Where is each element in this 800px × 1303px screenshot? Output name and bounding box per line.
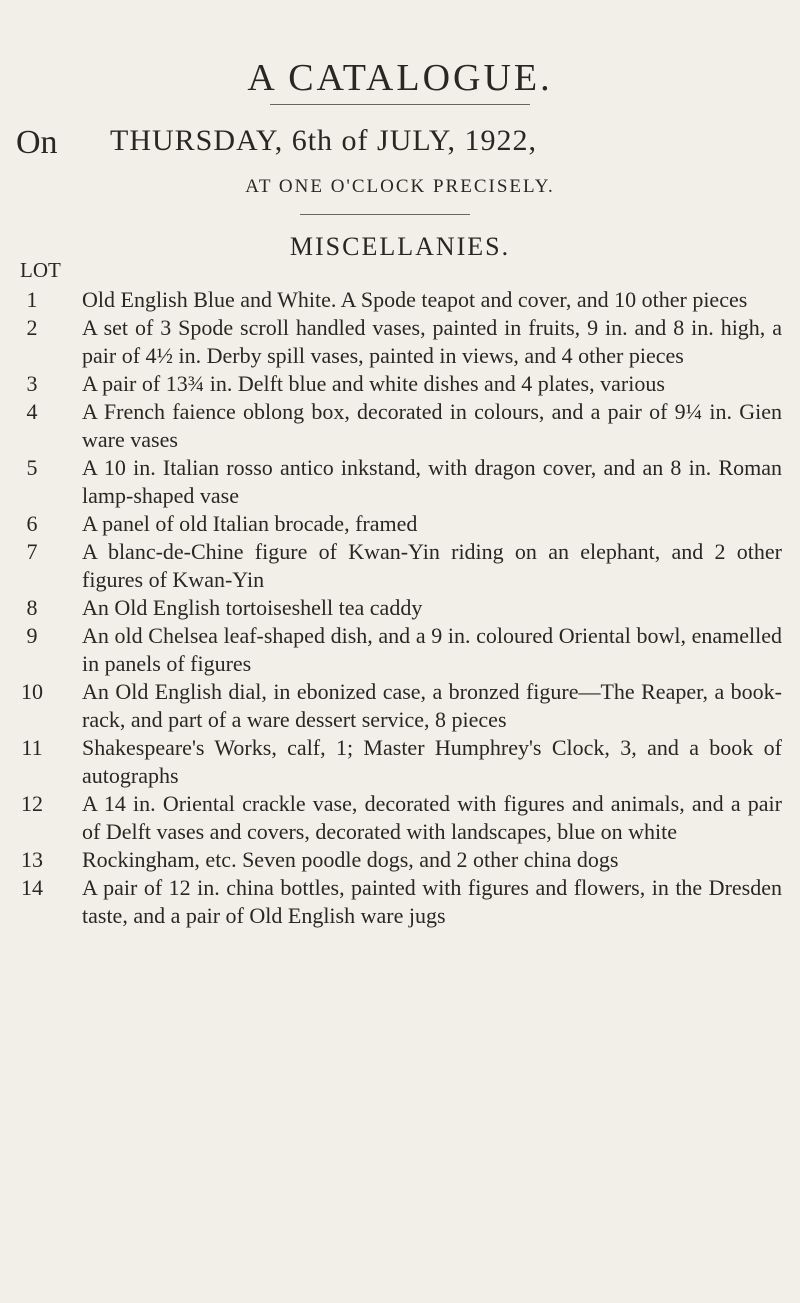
lot-item (0, 510, 800, 538)
on-label: On (16, 124, 58, 161)
lot-description: A blanc-de-Chine figure of Kwan-Yin riding on an elephant, and 2 other figures of Kwan-Yin (82, 539, 782, 592)
lot-number: 11 (21, 735, 43, 760)
lot-description: A panel of old Italian brocade, framed (82, 511, 418, 536)
lot-item (0, 398, 800, 454)
lot-description: Shakespeare's Works, calf, 1; Master Humphrey's Clock, 3, and a book of autographs (82, 735, 782, 788)
lot-description: A French faience oblong box, decorated in colours, and a pair of 9¼ in. Gien ware vases (82, 399, 782, 452)
lot-description: A pair of 12 in. china bottles, painted with figures and flowers, in the Dresden taste, and a pair of Old English ware jugs (82, 875, 782, 928)
lot-item (0, 454, 800, 510)
lot-column-label: LOT (20, 258, 61, 282)
lot-number: 2 (26, 315, 38, 340)
lot-list (0, 286, 800, 930)
lot-description: Rockingham, etc. Seven poodle dogs, and 2 other china dogs (82, 847, 619, 872)
lot-item (0, 622, 800, 678)
lot-description: An old Chelsea leaf-shaped dish, and a 9 in. coloured Oriental bowl, enamelled in panels of figures (82, 623, 782, 676)
lot-description: An Old English dial, in ebonized case, a bronzed figure—The Reaper, a book-rack, and part of a ware dessert service, 8 pieces (82, 679, 782, 732)
lot-description: A 14 in. Oriental crackle vase, decorated with figures and animals, and a pair of Delft vases and covers, decorated with landscapes, blue on white (82, 791, 782, 844)
lot-item (0, 846, 800, 874)
lot-description: An Old English tortoiseshell tea caddy (82, 595, 423, 620)
title-rule (270, 104, 530, 105)
lot-number: 7 (26, 539, 38, 564)
lot-item (0, 734, 800, 790)
lot-number: 8 (26, 595, 38, 620)
lot-number: 10 (21, 679, 43, 704)
lot-number: 6 (26, 511, 38, 536)
lot-number: 1 (26, 287, 38, 312)
lot-item (0, 594, 800, 622)
section-heading: MISCELLANIES. (289, 232, 511, 261)
lot-number: 3 (26, 371, 38, 396)
lot-number: 9 (26, 623, 38, 648)
lot-description: A set of 3 Spode scroll handled vases, painted in fruits, 9 in. and 8 in. high, a pair of 4½ in. Derby spill vases, painted in views, and 4 other pieces (82, 315, 782, 368)
catalogue-title: A CATALOGUE. (247, 57, 553, 99)
lot-item (0, 538, 800, 594)
lot-number: 12 (21, 791, 43, 816)
lot-item (0, 874, 800, 930)
sale-time: AT ONE O'CLOCK PRECISELY. (245, 176, 555, 197)
lot-number: 5 (26, 455, 38, 480)
lot-number: 13 (21, 847, 43, 872)
lot-item (0, 286, 800, 314)
time-rule (300, 214, 470, 215)
lot-item (0, 678, 800, 734)
sale-date: THURSDAY, 6th of JULY, 1922, (110, 124, 538, 157)
lot-number: 4 (26, 399, 38, 424)
lot-number: 14 (21, 875, 43, 900)
lot-item (0, 370, 800, 398)
lot-item (0, 790, 800, 846)
lot-description: Old English Blue and White. A Spode teapot and cover, and 10 other pieces (82, 287, 748, 312)
lot-item (0, 314, 800, 370)
lot-description: A pair of 13¾ in. Delft blue and white dishes and 4 plates, various (82, 371, 665, 396)
lot-description: A 10 in. Italian rosso antico inkstand, with dragon cover, and an 8 in. Roman lamp-shaped vase (82, 455, 782, 508)
